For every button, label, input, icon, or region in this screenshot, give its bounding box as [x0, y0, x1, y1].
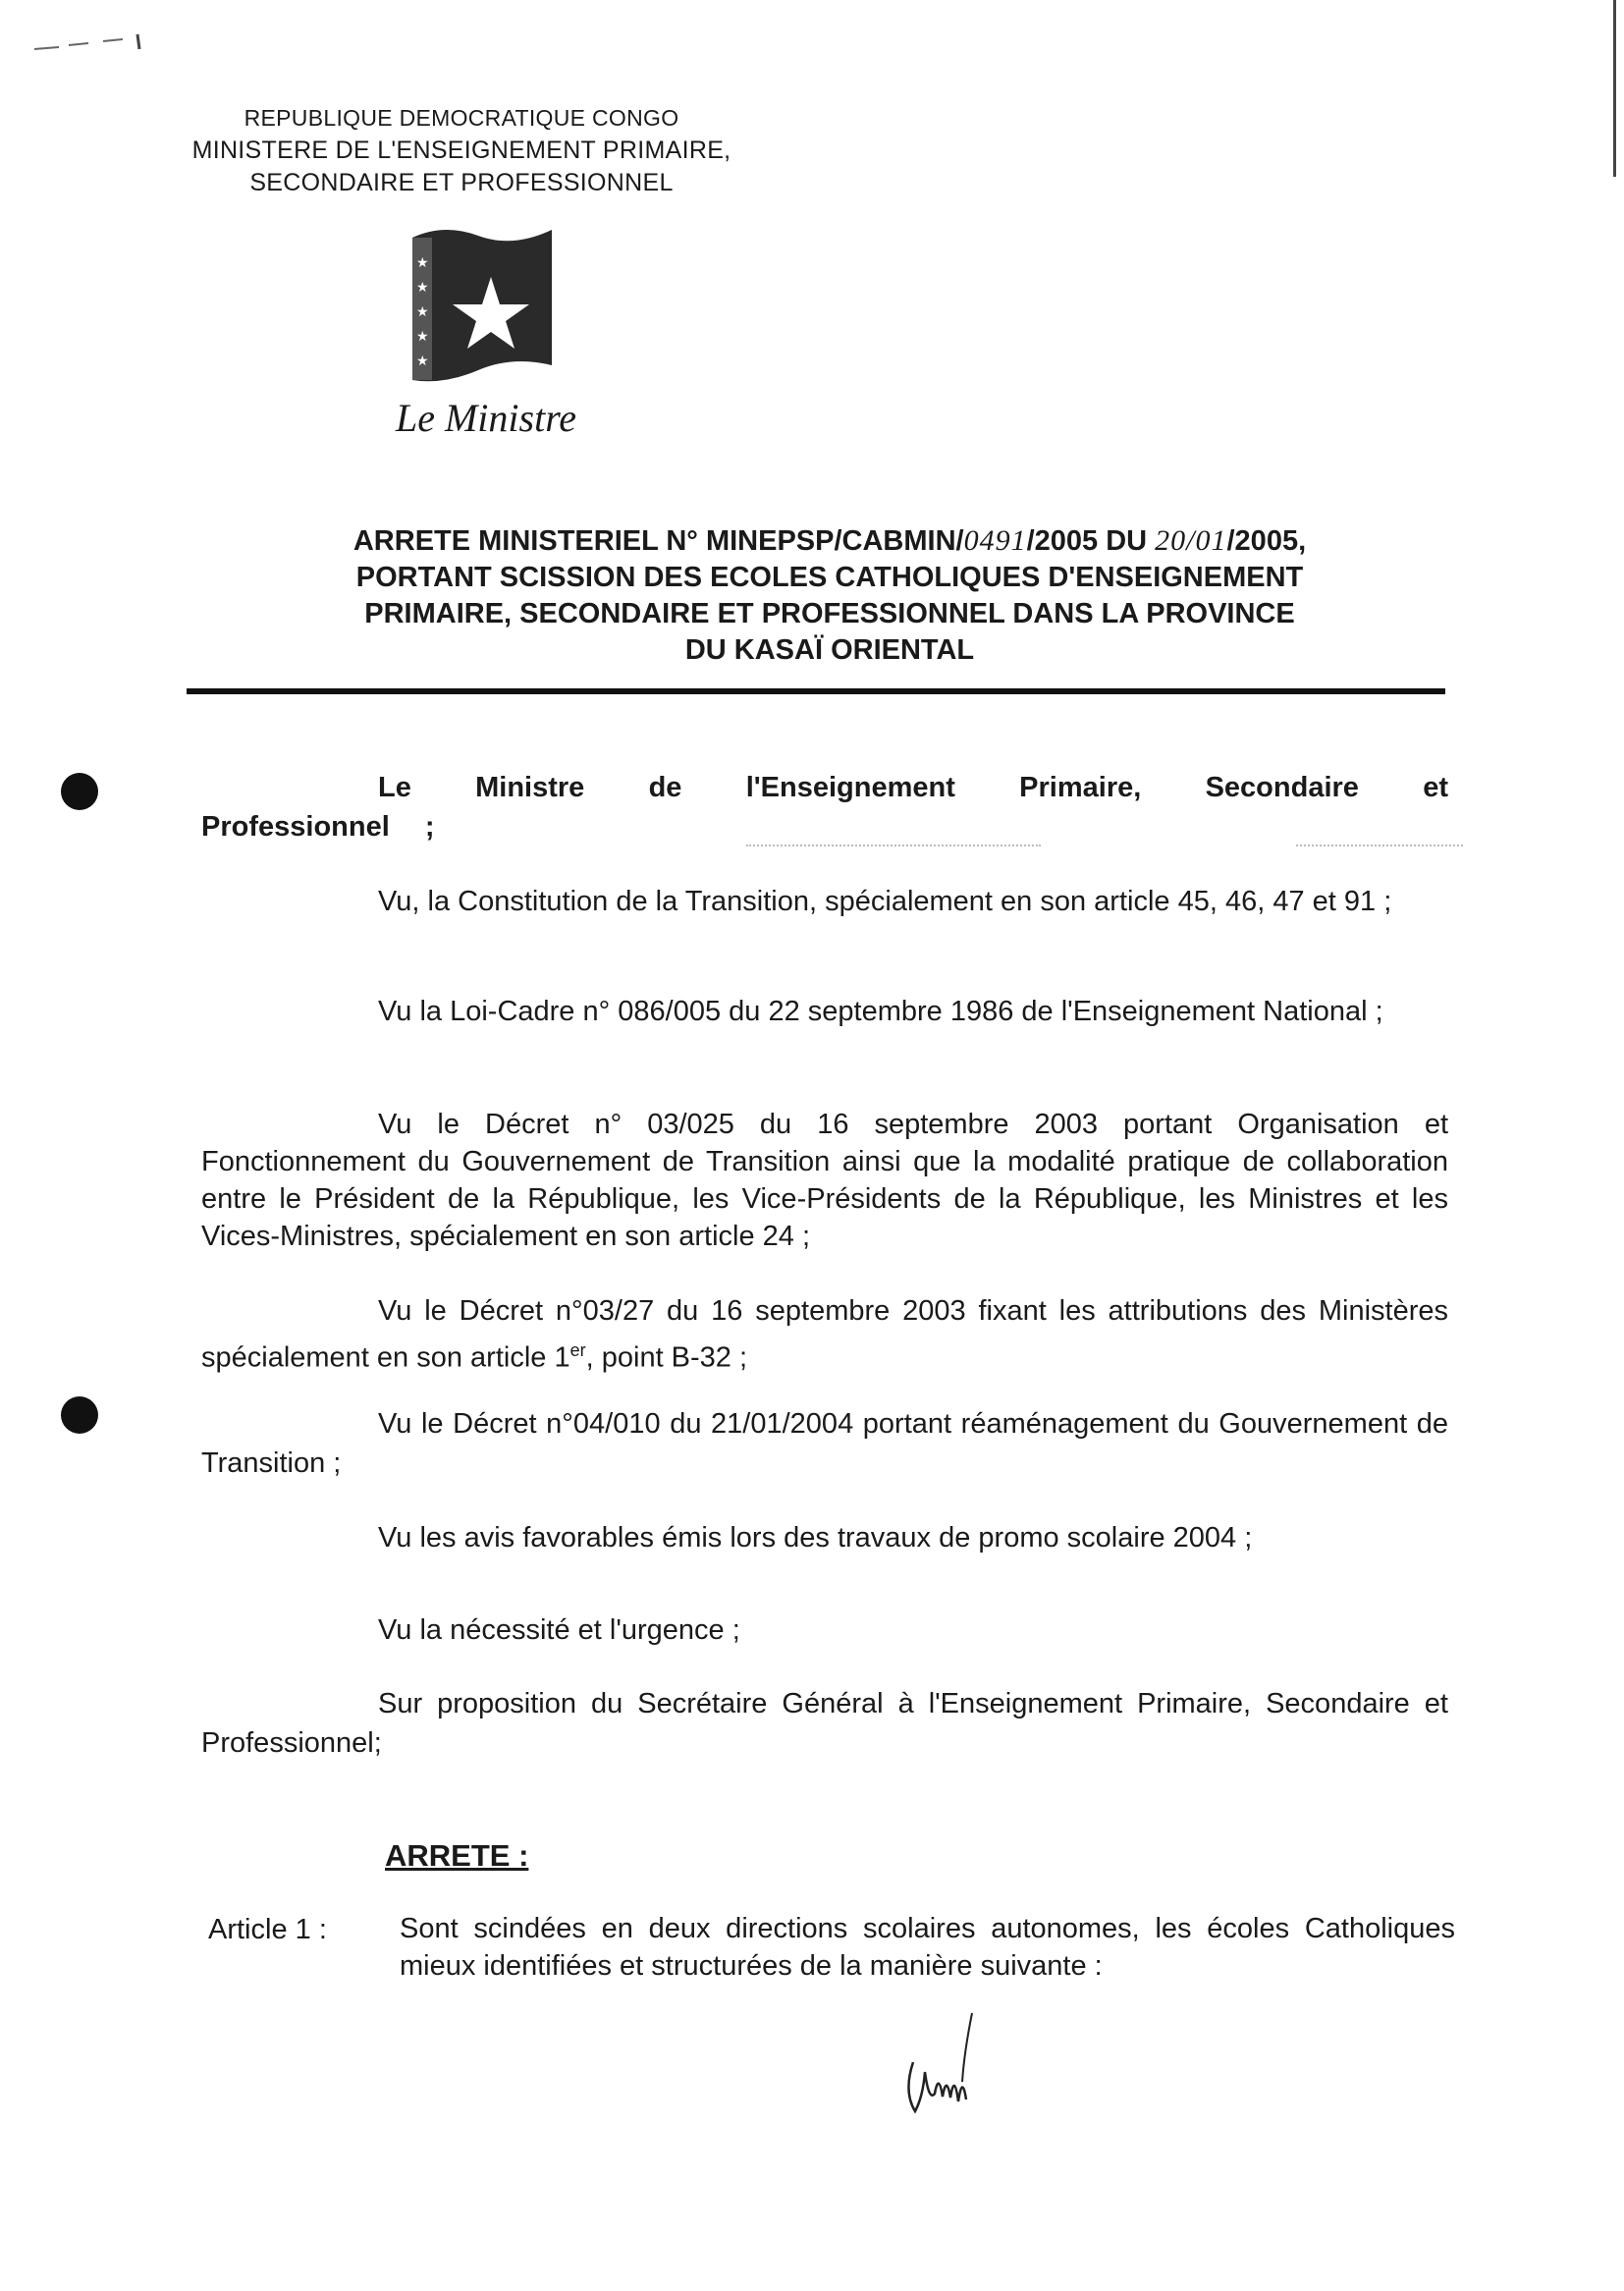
decree-mid: /2005 DU: [1026, 525, 1156, 557]
ministry-line-2: SECONDAIRE ET PROFESSIONNEL: [249, 169, 674, 196]
letterhead: [147, 102, 776, 199]
svg-text:★: ★: [416, 353, 429, 368]
punch-hole: [61, 1396, 98, 1434]
scan-edge-mark: [1613, 0, 1616, 177]
punch-hole: [61, 773, 98, 810]
proposal: [201, 1684, 1448, 1763]
ministry-emblem-icon: [405, 218, 557, 395]
decree-suffix: /2005,: [1226, 525, 1307, 557]
article-1-text: Sont scindées en deux directions scolaires autonomes, les écoles Catholiques mieux identifiées et structurées de la manière suivante :: [400, 1913, 1455, 1982]
citation-text: Vu le Décret n°03/27 du 16 septembre 2003 fixant les attributions des Ministères spécialement en son article 1: [201, 1295, 1448, 1374]
title-divider: [187, 688, 1445, 694]
citation-text: Vu le Décret n°04/010 du 21/01/2004 portant réaménagement du Gouvernement de Transition ;: [201, 1408, 1448, 1479]
citation-text: Vu la Loi-Cadre n° 086/005 du 22 septembre 1986 de l'Enseignement National ;: [378, 996, 1383, 1027]
ministry-line: MINISTERE DE L'ENSEIGNEMENT PRIMAIRE,: [191, 136, 731, 164]
scan-dots: [1296, 845, 1463, 848]
republic-line: REPUBLIQUE DEMOCRATIQUE CONGO: [244, 105, 679, 131]
scan-smudge: [29, 20, 147, 59]
decree-number: 0491: [963, 524, 1027, 557]
citation-text: Vu les avis favorables émis lors des travaux de promo scolaire 2004 ;: [378, 1522, 1253, 1554]
citation-text: Vu la nécessité et l'urgence ;: [378, 1614, 740, 1646]
decree-date: 20/01: [1155, 524, 1227, 557]
citation-decret-03-025: [201, 1106, 1448, 1255]
decree-title-line-3: PRIMAIRE, SECONDAIRE ET PROFESSIONNEL DANS LA PROVINCE: [364, 598, 1295, 629]
citation-avis: [201, 1518, 1448, 1557]
citation-decret-04-010: [201, 1404, 1448, 1483]
minister-title: Le Ministre: [395, 396, 577, 440]
decree-title: [196, 522, 1463, 669]
article-1-label: Article 1 :: [208, 1914, 327, 1945]
arrete-heading: ARRETE :: [385, 1838, 529, 1873]
citation-text-tail: , point B-32 ;: [585, 1341, 748, 1374]
decree-title-line-4: DU KASAÏ ORIENTAL: [684, 634, 975, 666]
citation-loi-cadre: [201, 992, 1448, 1031]
citation-decret-03-27: [201, 1291, 1448, 1378]
proposal-text: Sur proposition du Secrétaire Général à l'Enseignement Primaire, Secondaire et Professionnel;: [201, 1688, 1448, 1759]
citation-text: Vu, la Constitution de la Transition, spécialement en son article 45, 46, 47 et 91 ;: [378, 886, 1392, 917]
svg-text:★: ★: [416, 254, 429, 270]
decree-title-line-2: PORTANT SCISSION DES ECOLES CATHOLIQUES D'ENSEIGNEMENT: [355, 562, 1304, 593]
scan-dots: [746, 845, 1041, 848]
citation-text: Vu le Décret n° 03/025 du 16 septembre 2003 portant Organisation et Fonctionnement du Gouvernement de Transition ainsi que la modalité pratique de collaboration entre le Président de la République, les Vice-Présidents de la République, les Ministres et les Vices-Ministres, spécialement en son article 24 ;: [201, 1109, 1448, 1252]
svg-text:★: ★: [416, 328, 429, 344]
handwritten-initials: [903, 2003, 1001, 2131]
superscript: er: [569, 1340, 586, 1360]
citation-constitution: [201, 882, 1448, 921]
preamble-intro: [201, 768, 1448, 846]
decree-prefix: ARRETE MINISTERIEL N° MINEPSP/CABMIN/: [352, 525, 964, 557]
preamble-intro-text: Le Ministre de l'Enseignement Primaire, Secondaire et Professionnel ;: [201, 772, 1448, 843]
svg-text:★: ★: [416, 279, 429, 295]
citation-urgence: [201, 1610, 1448, 1650]
decree-title-line-1: [196, 522, 1463, 560]
svg-text:★: ★: [416, 303, 429, 319]
